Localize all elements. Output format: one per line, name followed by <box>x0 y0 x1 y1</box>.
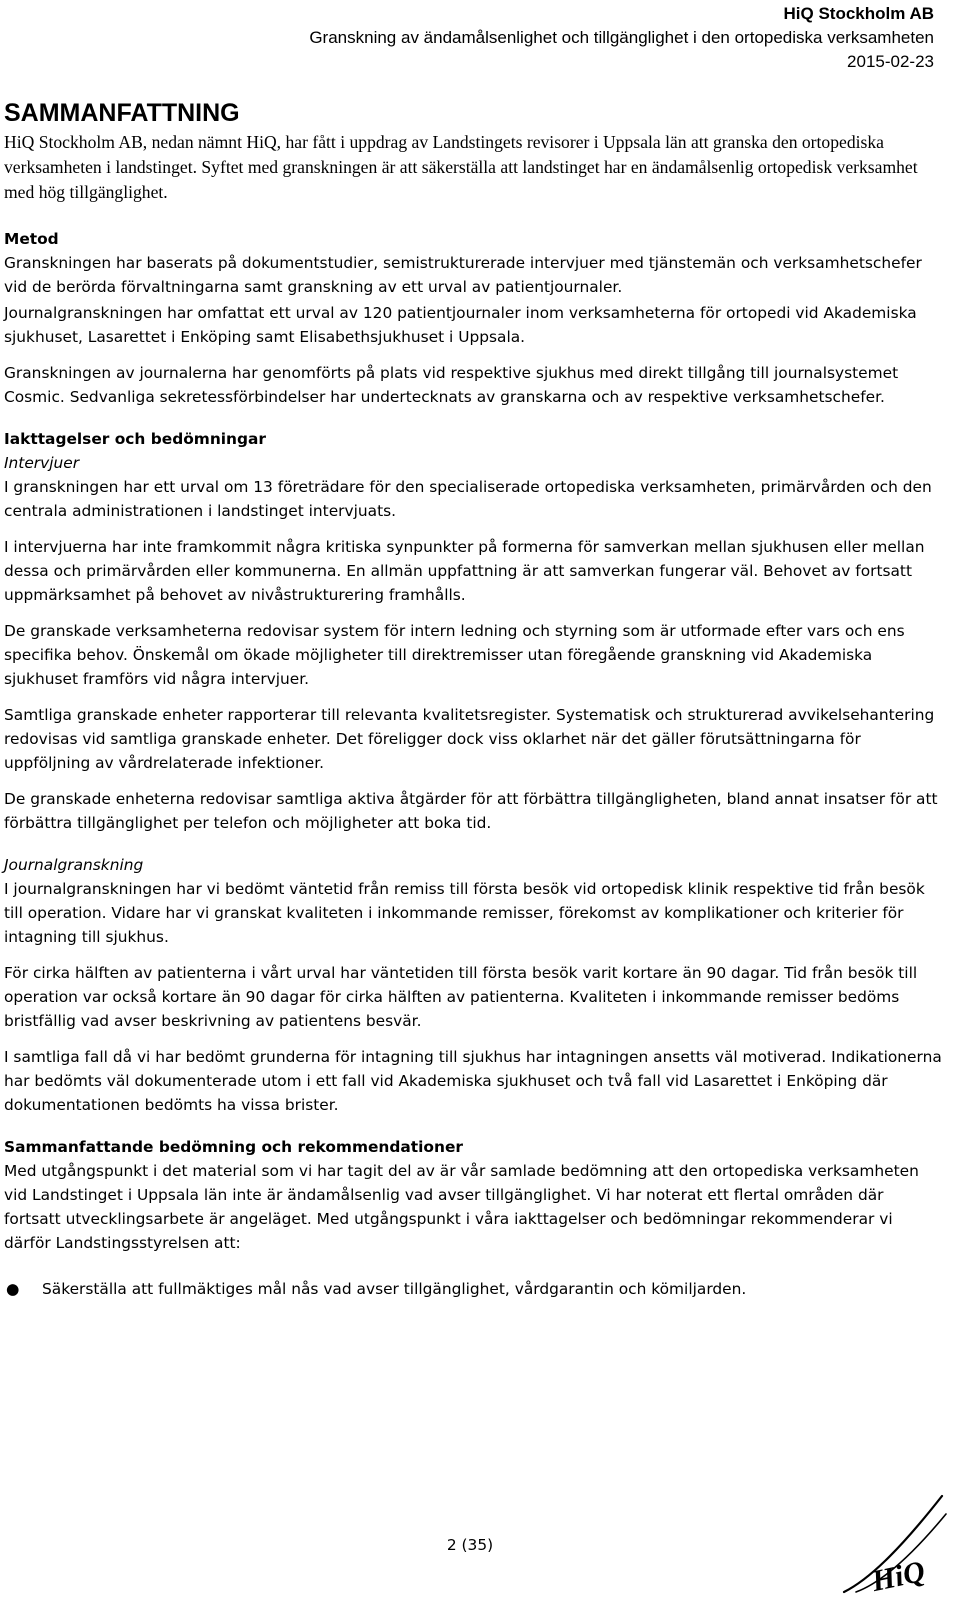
observations-heading: Iakttagelser och bedömningar <box>4 430 267 448</box>
recommendation-item <box>4 1277 944 1301</box>
recommendation-text: Säkerställa att fullmäktiges mål nås vad avser tillgänglighet, vårdgarantin och kömiljarden. <box>42 1280 747 1298</box>
header-company: HiQ Stockholm AB <box>783 4 934 23</box>
logo-text: HiQ <box>868 1554 928 1598</box>
interviews-paragraph: I granskningen har ett urval om 13 företrädare för den specialiserade ortopediska verksamheten, primärvården och den centrala administrationen i landstinget intervjuats. <box>4 478 932 520</box>
conclusion-heading: Sammanfattande bedömning och rekommendationer <box>4 1138 463 1156</box>
bullet-icon: ● <box>6 1280 20 1298</box>
method-paragraph: Granskningen av journalerna har genomförts på plats vid respektive sjukhus med direkt tillgång till journalsystemet Cosmic. Sedvanliga sekretessförbindelser har undertecknats av granskarna och av respektive verksamhetschefer. <box>4 364 899 406</box>
journal-paragraph: För cirka hälften av patienterna i vårt urval har väntetiden till första besök varit kortare än 90 dagar. Tid från besök till operation var också kortare än 90 dagar för cirka hälften av patienterna. Kvaliteten i inkommande remisser bedöms bristfällig vad avser beskrivning av patientens besvär. <box>4 964 918 1030</box>
interviews-subheading: Intervjuer <box>4 454 80 472</box>
hiq-logo-icon <box>838 1488 948 1598</box>
page-header <box>309 2 934 74</box>
page-number: 2 (35) <box>446 1536 494 1554</box>
method-heading: Metod <box>4 230 59 248</box>
interviews-paragraph: Samtliga granskade enheter rapporterar till relevanta kvalitetsregister. Systematisk och strukturerad avvikelsehantering redovisas vid samtliga granskade enheter. Det föreligger dock viss oklarhet när det gäller förutsättningarna för uppföljning av vårdrelaterade infektioner. <box>4 706 935 772</box>
summary-intro: HiQ Stockholm AB, nedan nämnt HiQ, har fått i uppdrag av Landstingets revisorer i Uppsala län att granska den ortopediska verksamheten i landstinget. Syftet med granskningen är att säkerställa att landstinget har en ändamålsenlig ortopedisk verksamhet med hög tillgänglighet. <box>4 132 918 202</box>
interviews-paragraph: I intervjuerna har inte framkommit några kritiska synpunkter på formerna för samverkan mellan sjukhusen eller mellan dessa och primärvården eller kommunerna. En allmän uppfattning är att samverkan fungerar väl. Behovet av fortsatt uppmärksamhet på behovet av nivåstrukturering framhålls. <box>4 538 925 604</box>
conclusion-paragraph: Med utgångspunkt i det material som vi har tagit del av är vår samlade bedömning att den ortopediska verksamheten vid Landstinget i Uppsala län inte är ändamålsenlig vad avser tillgänglighet. Vi har noterat ett flertal områden där fortsatt utvecklingsarbete är angeläget. Med utgångspunkt i våra iakttagelser och bedömningar rekommenderar vi därför Landstingsstyrelsen att: <box>4 1162 919 1252</box>
method-paragraph: Journalgranskningen har omfattat ett urval av 120 patientjournaler inom verksamheterna för ortopedi vid Akademiska sjukhuset, Lasarettet i Enköping samt Elisabethsjukhuset i Uppsala. <box>4 304 917 346</box>
document-body <box>4 96 944 1301</box>
interviews-paragraph: De granskade verksamheterna redovisar system för intern ledning och styrning som är utformade efter vars och ens specifika behov. Önskemål om ökade möjligheter till direktremisser utan föregående granskning vid Akademiska sjukhuset framförs vid några intervjuer. <box>4 622 905 688</box>
journal-paragraph: I samtliga fall då vi har bedömt grunderna för intagning till sjukhus har intagningen ansetts väl motiverad. Indikationerna har bedömts väl dokumenterade utom i ett fall vid Akademiska sjukhuset och två fall vid Lasarettet i Enköping där dokumentationen bedömts ha vissa brister. <box>4 1048 942 1114</box>
summary-heading: SAMMANFATTNING <box>4 99 240 127</box>
journal-paragraph: I journalgranskningen har vi bedömt väntetid från remiss till första besök vid ortopedisk klinik respektive tid från besök till operation. Vidare har vi granskat kvaliteten i inkommande remisser, förekomst av komplikationer och kriterier för intagning till sjukhus. <box>4 880 925 946</box>
method-paragraph: Granskningen har baserats på dokumentstudier, semistrukturerade intervjuer med tjänstemän och verksamhetschefer vid de berörda förvaltningarna samt granskning av ett urval av patientjournaler. <box>4 254 922 296</box>
header-date: 2015-02-23 <box>847 52 934 71</box>
recommendation-list <box>4 1277 944 1301</box>
journal-subheading: Journalgranskning <box>4 856 144 874</box>
interviews-paragraph: De granskade enheterna redovisar samtliga aktiva åtgärder för att förbättra tillgängligheten, bland annat insatser för att förbättra tillgänglighet per telefon och möjligheter att boka tid. <box>4 790 938 832</box>
header-report-title: Granskning av ändamålsenlighet och tillgänglighet i den ortopediska verksamheten <box>309 28 934 47</box>
